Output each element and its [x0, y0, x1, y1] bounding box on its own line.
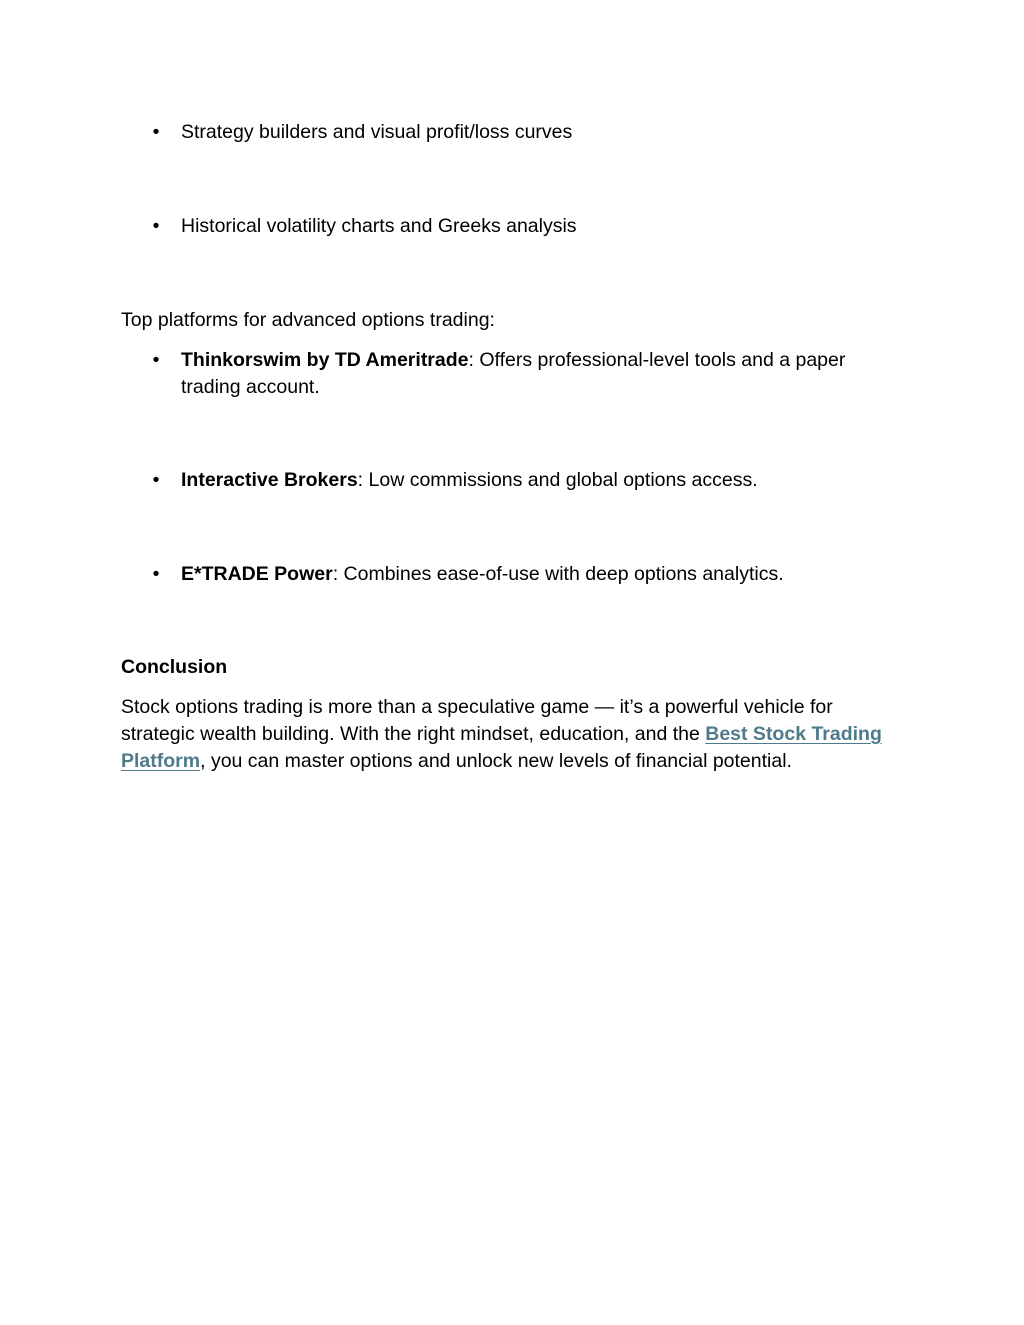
platforms-intro: Top platforms for advanced options trading: — [121, 309, 495, 331]
list-item — [152, 561, 901, 588]
list-item — [152, 213, 901, 240]
list-item — [152, 347, 901, 401]
bullet-icon: • — [152, 349, 160, 371]
list-item — [152, 467, 901, 494]
bullet-icon: • — [152, 215, 160, 237]
list-item-text: Strategy builders and visual profit/loss curves — [181, 121, 573, 143]
platform-desc: : Offers professional-level tools and a paper trading account. — [181, 349, 846, 398]
bullet-icon: • — [152, 121, 160, 143]
conclusion-heading: Conclusion — [121, 656, 228, 678]
bullet-icon: • — [152, 469, 160, 491]
conclusion-text-after: , you can master options and unlock new levels of financial potential. — [200, 750, 792, 772]
bullet-icon: • — [152, 563, 160, 585]
platform-name: E*TRADE Power — [181, 563, 333, 585]
platform-desc: : Low commissions and global options access. — [357, 469, 758, 491]
conclusion-paragraph — [121, 694, 911, 775]
list-item — [152, 119, 901, 146]
platform-name: Thinkorswim by TD Ameritrade — [181, 349, 469, 371]
platform-desc: : Combines ease-of-use with deep options analytics. — [332, 563, 784, 585]
conclusion-text-before: Stock options trading is more than a speculative game — it’s a powerful vehicle for strategic wealth building. With the right mindset, education, and the — [121, 696, 833, 745]
best-stock-trading-platform-link[interactable]: Best Stock Trading Platform — [121, 723, 882, 772]
list-item-text: Historical volatility charts and Greeks analysis — [181, 215, 577, 237]
platform-name: Interactive Brokers — [181, 469, 358, 491]
